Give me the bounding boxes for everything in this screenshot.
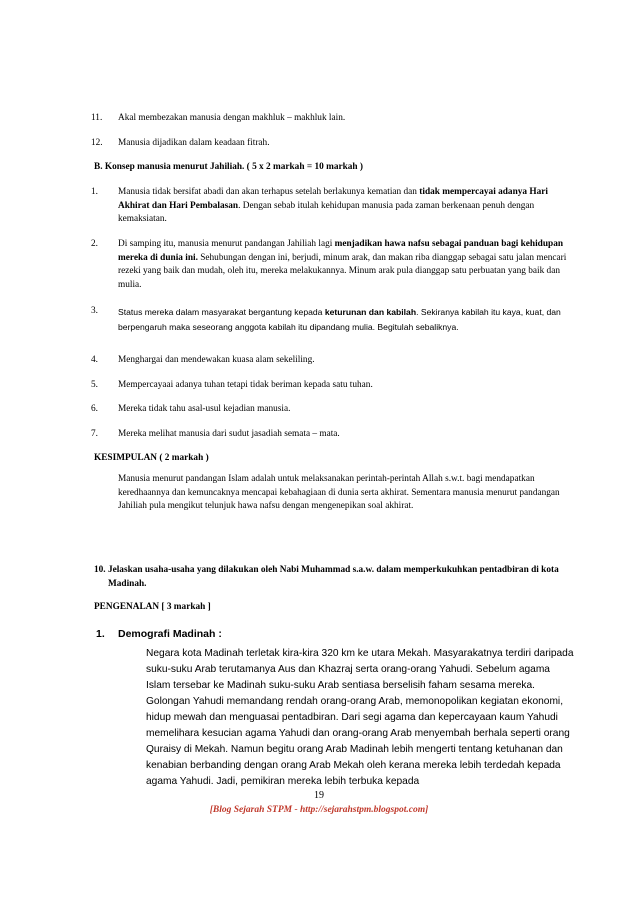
list-number: 12. <box>91 138 103 148</box>
item-text: Mereka tidak tahu asal-usul kejadian manusia. <box>118 404 291 414</box>
list-item-11 <box>91 112 570 126</box>
list-number: 6. <box>91 404 98 414</box>
section-b-item-5 <box>91 379 570 393</box>
demografi-title: Demografi Madinah : <box>118 628 222 640</box>
item-text: Status mereka dalam masyarakat bergantung kepada <box>118 307 325 317</box>
item-bold-text: keturunan dan kabilah <box>324 307 417 317</box>
list-text: Manusia dijadikan dalam keadaan fitrah. <box>118 138 270 148</box>
item-text: Mereka melihat manusia dari sudut jasadiah semata – mata. <box>118 429 340 439</box>
item-text: Menghargai dan mendewakan kuasa alam sekeliling. <box>118 355 315 365</box>
item-text: Mempercayaai adanya tuhan tetapi tidak beriman kepada satu tuhan. <box>118 380 373 390</box>
list-number: 1. <box>91 187 98 197</box>
section-b-item-4 <box>91 354 570 368</box>
footer-blog-link: [Blog Sejarah STPM - http://sejarahstpm.blogspot.com] <box>209 805 429 815</box>
section-b-heading: B. Konsep manusia menurut Jahiliah. ( 5 x 2 markah = 10 markah ) <box>94 162 364 172</box>
item-text: Di samping itu, manusia menurut pandangan Jahiliah lagi <box>118 239 335 249</box>
demografi-text: Negara kota Madinah terletak kira-kira 320 km ke utara Mekah. Masyarakatnya terdiri daripada suku-suku Arab terutamanya Aus dan Khazraj serta orang-orang Yahudi. Sebelum agama Islam tersebar ke Madinah suku-suku Arab sentiasa berselisih faham sesama mereka. Golongan Yahudi memandang rendah orang-orang Arab, memonopolikan kegiatan ekonomi, hidup mewah dan menguasai pentadbiran. Dari segi agama dan kepercayaan kaum Yahudi memelihara kesucian agama Yahudi dan orang-orang Arab menyembah berhala seperti orang Quraisy di Mekah. Namun begitu orang Arab Madinah lebih mengerti tentang ketuhanan dan kenabian berbanding dengan orang Arab Mekah oleh kerana mereka lebih terdedah kepada agama Yahudi. Jadi, pemikiran mereka lebih terbuka kepada <box>146 648 574 787</box>
section-b-item-7 <box>91 428 570 442</box>
list-number: 2. <box>91 239 98 249</box>
list-number: 11. <box>91 113 103 123</box>
list-number: 4. <box>91 355 98 365</box>
section-b-item-2 <box>91 238 570 292</box>
item-bold-text: menjadikan hawa nafsu sebagai panduan bagi kehidupan mereka di dunia ini. <box>118 239 564 263</box>
kesimpulan-heading: KESIMPULAN ( 2 markah ) <box>94 453 209 463</box>
list-number: 3. <box>91 306 98 316</box>
item-text-cont: Sehubungan dengan ini, berjudi, minum arak, dan makan riba dianggap sebagai satu jalan mencari rezeki yang baik dan mudah, oleh itu, mereka melakukannya. Minum arak pula dianggap satu perbuatan yang baik dan mulia. <box>118 252 567 290</box>
list-number: 5. <box>91 380 98 390</box>
item-bold-text: tidak mempercayai adanya Hari Akhirat dan Hari Pembalasan <box>118 187 548 211</box>
kesimpulan-text: Manusia menurut pandangan Islam adalah untuk melaksanakan perintah-perintah Allah s.w.t. bagi mendapatkan keredhaannya dan kemuncaknya mencapai kebahagiaan di dunia serta akhirat. Sementara manusia menurut pandangan Jahiliah pula mengikut telunjuk hawa nafsu dengan mengenepikan soal akhirat. <box>118 474 560 511</box>
pengenalan-heading: PENGENALAN [ 3 markah ] <box>94 602 211 612</box>
question-10: 10. Jelaskan usaha-usaha yang dilakukan oleh Nabi Muhammad s.a.w. dalam memperkukuhkan pentadbiran di kota Madinah. <box>94 565 559 589</box>
list-number: 7. <box>91 429 98 439</box>
item-text-cont: . Dengan sebab itulah kehidupan manusia pada zaman berkenaan penuh dengan kemaksiatan. <box>118 200 535 224</box>
section-b-item-3 <box>91 305 570 334</box>
section-b-item-6 <box>91 403 570 417</box>
item-text-cont: . Sekiranya kabilah itu kaya, kuat, dan berpengaruh maka seseorang anggota kabilah itu dipandang mulia. Begitulah sebaliknya. <box>118 307 561 332</box>
page-number: 19 <box>314 790 324 801</box>
list-text: Akal membezakan manusia dengan makhluk – makhluk lain. <box>118 113 346 123</box>
demografi-heading <box>96 628 222 640</box>
list-number: 1. <box>96 628 105 640</box>
section-b-item-1 <box>91 186 570 227</box>
list-item-12 <box>91 137 570 151</box>
item-text: Manusia tidak bersifat abadi dan akan terhapus setelah berlakunya kematian dan <box>118 187 420 197</box>
